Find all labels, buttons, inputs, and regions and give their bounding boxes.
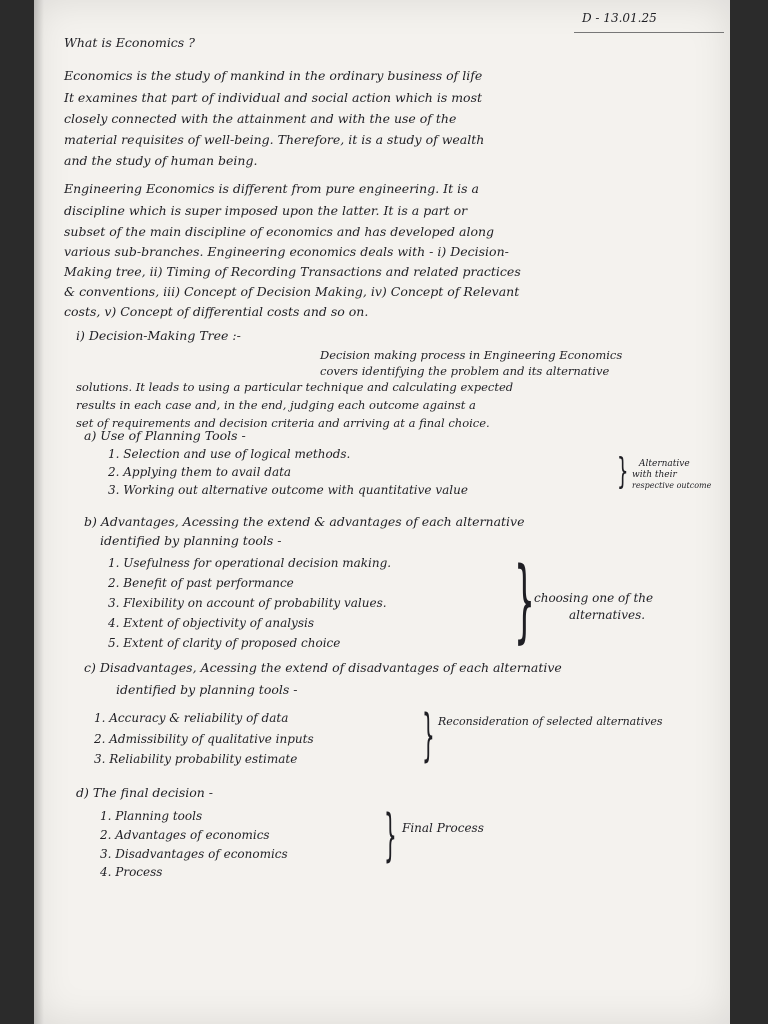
brace-icon: } — [514, 548, 536, 654]
para3-line: covers identifying the problem and its alternative — [320, 364, 610, 378]
section-c-item: 3. Reliability probability estimate — [94, 752, 298, 766]
para2-line: subset of the main discipline of economics and has developed along — [64, 224, 495, 239]
section-d-item: 4. Process — [100, 865, 163, 879]
notebook-page — [34, 0, 730, 1024]
para1-line: and the study of human being. — [64, 153, 258, 168]
section-b-item: 4. Extent of objectivity of analysis — [108, 616, 314, 630]
section-a-note: respective outcome — [632, 481, 712, 490]
brace-icon: } — [422, 703, 435, 769]
section-d-item: 2. Advantages of economics — [100, 828, 270, 842]
para1-line: Economics is the study of mankind in the ordinary business of life — [64, 68, 483, 83]
section-b-item: 3. Flexibility on account of probability values. — [108, 596, 387, 610]
section-b-note: choosing one of the — [534, 591, 654, 605]
para2-line: various sub-branches. Engineering economics deals with - i) Decision- — [64, 244, 509, 259]
para2-line: costs, v) Concept of differential costs and so on. — [64, 304, 369, 319]
para2-line: discipline which is super imposed upon the latter. It is a part or — [64, 203, 468, 218]
section-d-note: Final Process — [402, 821, 484, 835]
section-b-heading: identified by planning tools - — [100, 533, 282, 548]
section-a-item: 2. Applying them to avail data — [108, 465, 292, 479]
date-label: D - 13.01.25 — [582, 11, 657, 25]
para3-line: results in each case and, in the end, judging each outcome against a — [76, 398, 476, 412]
section-d-item: 3. Disadvantages of economics — [100, 847, 288, 861]
section-b-note: alternatives. — [569, 608, 646, 622]
section-b-heading: b) Advantages, Acessing the extend & advantages of each alternative — [84, 514, 525, 529]
section-c-note: Reconsideration of selected alternatives — [438, 715, 663, 728]
section-c-item: 2. Admissibility of qualitative inputs — [94, 732, 314, 746]
section-c-heading: identified by planning tools - — [116, 682, 298, 697]
section-d-heading: d) The final decision - — [76, 785, 214, 800]
section-a-item: 1. Selection and use of logical methods. — [108, 447, 351, 461]
section-b-item: 1. Usefulness for operational decision making. — [108, 556, 392, 570]
section-a-note: Alternative — [639, 459, 690, 469]
para3-line: set of requirements and decision criteria and arriving at a final choice. — [76, 416, 490, 430]
para1-line: closely connected with the attainment and with the use of the — [64, 111, 457, 126]
section-a-item: 3. Working out alternative outcome with quantitative value — [108, 483, 468, 497]
date-underline — [574, 32, 724, 33]
para1-line: material requisites of well-being. Therefore, it is a study of wealth — [64, 132, 485, 147]
para3-line: Decision making process in Engineering Economics — [320, 348, 623, 362]
section-heading: i) Decision-Making Tree :- — [76, 328, 241, 343]
brace-icon: } — [384, 803, 397, 869]
brace-icon: } — [617, 450, 629, 493]
section-c-item: 1. Accuracy & reliability of data — [94, 711, 289, 725]
section-a-heading: a) Use of Planning Tools - — [84, 428, 246, 443]
para1-line: It examines that part of individual and social action which is most — [64, 90, 483, 105]
para3-line: solutions. It leads to using a particular technique and calculating expected — [76, 380, 514, 394]
section-b-item: 2. Benefit of past performance — [108, 576, 294, 590]
para2-line: Making tree, ii) Timing of Recording Transactions and related practices — [64, 264, 521, 279]
section-a-note: with their — [632, 470, 677, 480]
para2-line: & conventions, iii) Concept of Decision Making, iv) Concept of Relevant — [64, 284, 520, 299]
question-heading: What is Economics ? — [64, 35, 195, 50]
para2-line: Engineering Economics is different from pure engineering. It is a — [64, 181, 479, 196]
section-d-item: 1. Planning tools — [100, 809, 203, 823]
section-c-heading: c) Disadvantages, Acessing the extend of disadvantages of each alternative — [84, 660, 562, 675]
section-b-item: 5. Extent of clarity of proposed choice — [108, 636, 341, 650]
